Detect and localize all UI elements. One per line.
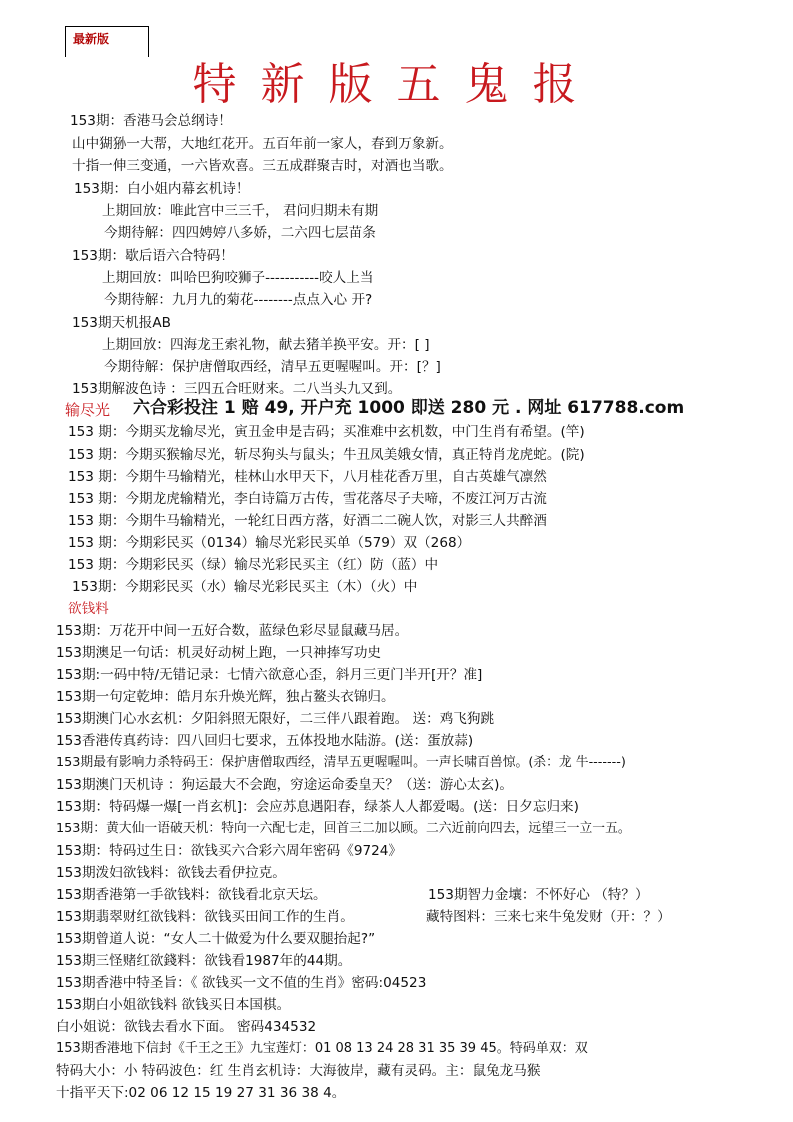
text-line: 153期：香港马会总纲诗！	[70, 113, 232, 129]
text-line: 藏特图料：三来七来牛兔发财（开：？）	[426, 909, 671, 925]
text-line: 153期白小姐欲钱料 欲钱买日本国棋。	[56, 997, 291, 1013]
text-line: 153期翡翠财红欲钱料：欲钱买田间工作的生肖。	[56, 909, 354, 925]
text-line: 153期泼妇欲钱料：欲钱去看伊拉克。	[56, 865, 286, 881]
text-line: 十指平天下:02 06 12 15 19 27 31 36 38 4。	[56, 1085, 346, 1101]
text-line: 153 期：今期买猴输尽光，斩尽狗头与鼠头；牛丑凤美娥女情，真正特肖龙虎蛇。(院)	[68, 447, 585, 463]
section-heading-lose-all: 输尽光	[65, 401, 111, 419]
text-line: 153期香港第一手欲钱料：欲钱看北京天坛。	[56, 887, 327, 903]
text-line: 153 期：今期牛马输精光，一轮红日西方落，好酒二二碗人饮，对影三人共醉酒	[68, 513, 547, 529]
text-line: 153期：白小姐内幕玄机诗！	[74, 181, 250, 197]
text-line: 153期澳门天机诗 ：狗运最大不会跑，穷途运命委皇天？（送：游心太玄)。	[56, 777, 513, 793]
page-title: 特新版五鬼报	[192, 59, 601, 110]
text-line: 153期澳门心水玄机：夕阳斜照无限好，二三伴八跟着跑。 送：鸡飞狗跳	[56, 711, 495, 727]
text-line: 153 期：今期彩民买（0134）输尽光彩民买单（579）双（268）	[68, 535, 471, 551]
text-line: 今期待解：四四娉婷八多娇，二六四七层苗条	[104, 225, 376, 241]
text-line: 153期香港中特圣旨：《 欲钱买一文不值的生肖》密码:04523	[56, 975, 427, 991]
text-line: 153期香港地下信封《千王之王》九宝莲灯：01 08 13 24 28 31 35 39 45。特码单双：双	[56, 1041, 588, 1056]
text-line: 特码大小：小 特码波色：红 生肖玄机诗：大海彼岸，藏有灵码。主：鼠兔龙马猴	[56, 1063, 541, 1079]
text-line: 153期曾道人说：“女人二十做爱为什么要双腿抬起?”	[56, 931, 376, 947]
text-line: 153期天机报AB	[72, 315, 171, 331]
text-line: 153期一句定乾坤：皓月东升焕光辉，独占鳌头衣锦归。	[56, 689, 395, 705]
text-line: 153期解波色诗 ：三四五合旺财来。二八当头九又到。	[72, 381, 402, 397]
text-line: 153香港传真药诗：四八回归七要求，五体投地水陆游。(送：蛋放蒜)	[56, 733, 474, 749]
text-line: 上期回放：叫哈巴狗咬狮子-----------咬人上当	[102, 270, 374, 286]
advertisement-line: 六合彩投注 1 赔 49, 开户充 1000 即送 280 元 . 网址 617788.com	[133, 398, 685, 418]
text-line: 今期待解：九月九的菊花--------点点入心 开?	[104, 292, 373, 308]
text-line: 153期：黄大仙一语破天机：特向一六配七走，回首三二加以顾。二六近前向四去，远望三一立一五。	[56, 821, 631, 836]
text-line: 153 期：今期彩民买（绿）输尽光彩民买主（红）防（蓝）中	[68, 557, 439, 573]
text-line: 153期三怪赌红欲錢料：欲钱看1987年的44期。	[56, 953, 352, 969]
text-line: 上期回放：唯此宫中三三千， 君问归期未有期	[102, 203, 379, 219]
text-line: 153期澳足一句话：机灵好动树上跑，一只神捧写功史	[56, 645, 382, 661]
text-line: 153 期：今期龙虎输精光，李白诗篇万古传，雪花落尽子夫啼，不废江河万古流	[68, 491, 547, 507]
text-line: 153期：歇后语六合特码！	[72, 248, 234, 264]
text-line: 153期：今期彩民买（水）输尽光彩民买主（木）（火）中	[72, 579, 418, 595]
text-line: 153 期：今期牛马输精光，桂林山水甲天下，八月桂花香万里，自古英雄气凛然	[68, 469, 547, 485]
text-line: 153期：特码过生日：欲钱买六合彩六周年密码《9724》	[56, 843, 403, 859]
badge-label: 最新版	[73, 32, 110, 46]
text-line: 153期：特码爆一爆[一肖玄机]：会应苏息遇阳春，绿茶人人都爱喝。(送：日夕忘归来)	[56, 799, 579, 815]
text-line: 今期待解：保护唐僧取西经，清早五更喔喔叫。开：[？]	[104, 359, 441, 375]
text-line: 153 期：今期买龙输尽光，寅丑金申是吉码；买准难中玄机数，中门生肖有希望。(竿)	[68, 424, 585, 440]
text-line: 153期智力金壤：不怀好心 （特？）	[428, 887, 649, 903]
text-line: 153期:一码中特/无错记录：七情六欲意心歪，斜月三更门半开[开？准]	[56, 667, 483, 683]
section-heading-want-money: 欲钱料	[68, 601, 109, 617]
text-line: 十指一伸三变通，一六皆欢喜。三五成群聚吉时，对酒也当歌。	[72, 158, 453, 174]
text-line: 山中猢狲一大帮，大地红花开。五百年前一家人，春到万象新。	[72, 136, 453, 152]
text-line: 153期：万花开中间一五好合数，蓝绿色彩尽显鼠藏马居。	[56, 623, 409, 639]
text-line: 153期最有影响力杀特码王：保护唐僧取西经，清早五更喔喔叫。一声长啸百兽惊。(杀：龙 牛-------)	[56, 755, 626, 770]
text-line: 上期回放：四海龙王索礼物，献去猪羊换平安。开：[ ]	[102, 337, 430, 353]
text-line: 白小姐说：欲钱去看水下面。 密码434532	[56, 1019, 317, 1035]
